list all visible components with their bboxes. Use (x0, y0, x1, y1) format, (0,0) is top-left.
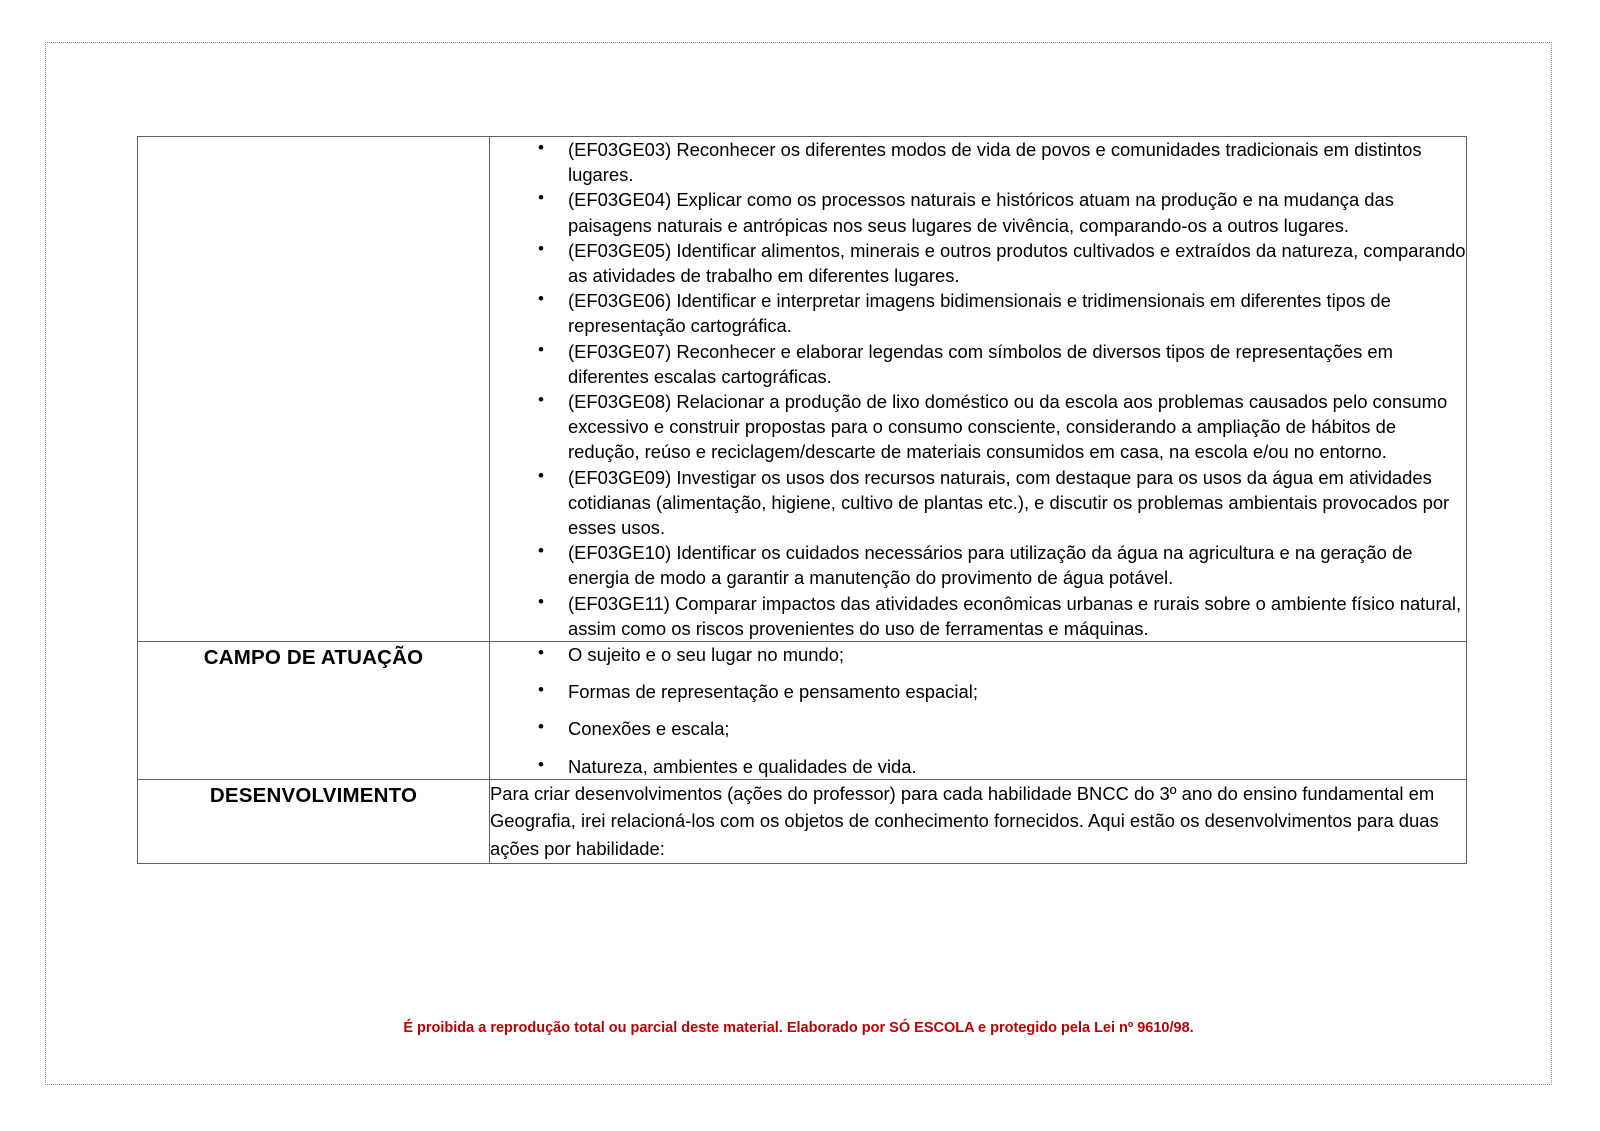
list-item: • (EF03GE07) Reconhecer e elaborar legendas com símbolos de diversos tipos de representações em diferentes escalas cartográficas. (490, 339, 1466, 389)
list-item: • Natureza, ambientes e qualidades de vida. (490, 754, 1466, 779)
list-item: • (EF03GE08) Relacionar a produção de lixo doméstico ou da escola aos problemas causados pelo consumo excessivo e construir propostas para o consumo consciente, considerando a ampliação de hábitos de redução, reúso e reciclagem/descarte de materiais consumidos em casa, na escola e/ou no entorno. (490, 389, 1466, 465)
row-content-cell-desenvolvimento (490, 779, 1467, 863)
list-item: • Formas de representação e pensamento espacial; (490, 679, 1466, 704)
table-row (138, 779, 1467, 863)
row-label-desenvolvimento: DESENVOLVIMENTO (209, 783, 418, 807)
list-item: • (EF03GE04) Explicar como os processos naturais e históricos atuam na produção e na mudança das paisagens naturais e antrópicas nos seus lugares de vivência, comparando-os a outros lugares. (490, 187, 1466, 237)
list-item: • (EF03GE10) Identificar os cuidados necessários para utilização da água na agricultura e na geração de energia de modo a garantir a manutenção do provimento de água potável. (490, 540, 1466, 590)
row-label-cell-habilidades (138, 137, 490, 642)
list-item: • (EF03GE03) Reconhecer os diferentes modos de vida de povos e comunidades tradicionais em distintos lugares. (490, 137, 1466, 187)
table-row (138, 137, 1467, 642)
campo-de-atuacao-bullet-list (490, 642, 1466, 779)
list-item: • (EF03GE05) Identificar alimentos, minerais e outros produtos cultivados e extraídos da natureza, comparando as atividades de trabalho em diferentes lugares. (490, 238, 1466, 288)
row-label-cell-desenvolvimento (138, 779, 490, 863)
desenvolvimento-paragraph: Para criar desenvolvimentos (ações do professor) para cada habilidade BNCC do 3º ano do ensino fundamental em Geografia, irei relacioná-los com os objetos de conhecimento fornecidos. Aqui estão os desenvolvimentos para duas ações por habilidade: (490, 782, 1439, 860)
habilidades-bullet-list (490, 137, 1466, 641)
row-content-cell-campo-de-atuacao (490, 642, 1467, 780)
list-item: • O sujeito e o seu lugar no mundo; (490, 642, 1466, 667)
row-label-cell-campo-de-atuacao (138, 642, 490, 780)
footer-copyright-notice: É proibida a reprodução total ou parcial deste material. Elaborado por SÓ ESCOLA e protegido pela Lei nº 9610/98. (403, 1020, 1194, 1036)
table-row (138, 642, 1467, 780)
row-label-habilidades (138, 137, 489, 145)
row-content-cell-habilidades (490, 137, 1467, 642)
list-item: • Conexões e escala; (490, 716, 1466, 741)
list-item: • (EF03GE06) Identificar e interpretar imagens bidimensionais e tridimensionais em diferentes tipos de representação cartográfica. (490, 288, 1466, 338)
row-label-campo-de-atuacao: CAMPO DE ATUAÇÃO (203, 646, 424, 670)
list-item: • (EF03GE09) Investigar os usos dos recursos naturais, com destaque para os usos da água em atividades cotidianas (alimentação, higiene, cultivo de plantas etc.), e discutir os problemas ambientais provocados por esses usos. (490, 465, 1466, 541)
content-table (137, 136, 1467, 864)
list-item: • (EF03GE11) Comparar impactos das atividades econômicas urbanas e rurais sobre o ambiente físico natural, assim como os riscos provenientes do uso de ferramentas e máquinas. (490, 591, 1466, 641)
